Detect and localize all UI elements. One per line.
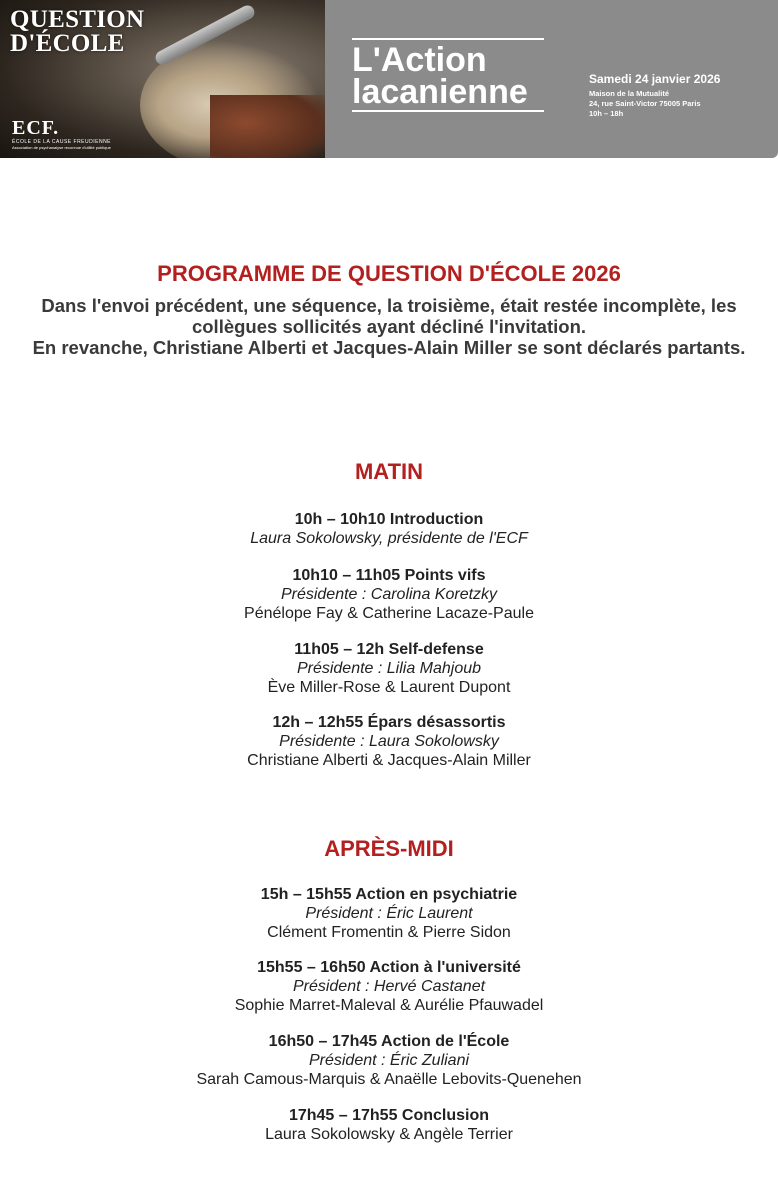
session-time-title: 11h05 – 12h Self-defense: [294, 641, 484, 658]
apres-midi-heading: APRÈS-MIDI: [324, 836, 454, 861]
session-speakers: Sophie Marret-Maleval & Aurélie Pfauwadel: [234, 997, 544, 1014]
logo-line-2: D'ÉCOLE: [10, 30, 125, 57]
ecf-subtitle: Association de psychanalyse reconnue d'utilité publique: [12, 145, 111, 150]
session-president: Président : Éric Laurent: [305, 905, 473, 922]
session-psychiatrie: [0, 885, 778, 942]
matin-heading: MATIN: [354, 459, 424, 484]
session-time-title: 10h10 – 11h05 Points vifs: [292, 567, 486, 584]
event-address: 24, rue Saint-Victor 75005 Paris: [589, 99, 701, 108]
session-points-vifs: [0, 566, 778, 623]
action-title-line-2: lacanienne: [352, 73, 528, 111]
session-introduction: [0, 510, 778, 548]
action-lacanienne-title: [352, 38, 544, 112]
session-president: Laura Sokolowsky, présidente de l'ECF: [250, 530, 528, 547]
header-banner: [0, 0, 778, 158]
session-speakers: Sarah Camous-Marquis & Anaëlle Lebovits-Quenehen: [196, 1071, 582, 1088]
session-speakers: Ève Miller-Rose & Laurent Dupont: [267, 679, 511, 696]
session-time-title: 15h – 15h55 Action en psychiatrie: [260, 886, 518, 903]
session-president: Président : Hervé Castanet: [292, 978, 486, 995]
ecf-name: ÉCOLE DE LA CAUSE FREUDIENNE: [12, 139, 112, 145]
painting-image: [0, 0, 325, 158]
session-self-defense: [0, 640, 778, 697]
action-title-line-1: L'Action: [352, 41, 487, 79]
intro-line-2: collègues sollicités ayant décliné l'invitation.: [191, 316, 587, 337]
painting-robe: [210, 95, 325, 158]
session-speakers: Laura Sokolowsky & Angèle Terrier: [265, 1126, 513, 1143]
intro-line-1: Dans l'envoi précédent, une séquence, la troisième, était restée incomplète, les: [41, 295, 737, 316]
session-universite: [0, 958, 778, 1015]
intro-paragraph: [0, 295, 778, 358]
session-time-title: 10h – 10h10 Introduction: [294, 511, 484, 528]
session-ecole: [0, 1032, 778, 1089]
program-intro: [0, 260, 778, 358]
ecf-logo-block: [12, 118, 111, 150]
session-speakers: Clément Fromentin & Pierre Sidon: [267, 924, 511, 941]
session-speakers: Christiane Alberti & Jacques-Alain Miller: [247, 752, 531, 769]
session-time-title: 12h – 12h55 Épars désassortis: [272, 714, 506, 731]
intro-line-3: En revanche, Christiane Alberti et Jacques-Alain Miller se sont déclarés partants.: [32, 337, 746, 358]
session-time-title: 17h45 – 17h55 Conclusion: [288, 1107, 490, 1124]
event-venue: Maison de la Mutualité: [589, 89, 670, 98]
event-panel: [325, 0, 778, 158]
program-title: PROGRAMME DE QUESTION D'ÉCOLE 2026: [157, 261, 621, 286]
session-time-title: 16h50 – 17h45 Action de l'École: [268, 1033, 510, 1050]
ecf-logo: ECF.: [12, 117, 60, 139]
session-speakers: Pénélope Fay & Catherine Lacaze-Paule: [244, 605, 534, 622]
session-conclusion: [0, 1106, 778, 1144]
event-hours: 10h – 18h: [589, 109, 624, 118]
session-president: Président : Éric Zuliani: [308, 1052, 470, 1069]
session-president: Présidente : Laura Sokolowsky: [279, 733, 499, 750]
session-epars-desassortis: [0, 713, 778, 770]
event-info: [589, 72, 720, 119]
session-time-title: 15h55 – 16h50 Action à l'université: [257, 959, 521, 976]
logo-line-1: QUESTION: [10, 6, 145, 33]
session-president: Présidente : Lilia Mahjoub: [296, 660, 482, 677]
session-president: Présidente : Carolina Koretzky: [280, 586, 498, 603]
event-date: Samedi 24 janvier 2026: [589, 72, 721, 86]
question-ecole-logo: [10, 8, 170, 56]
